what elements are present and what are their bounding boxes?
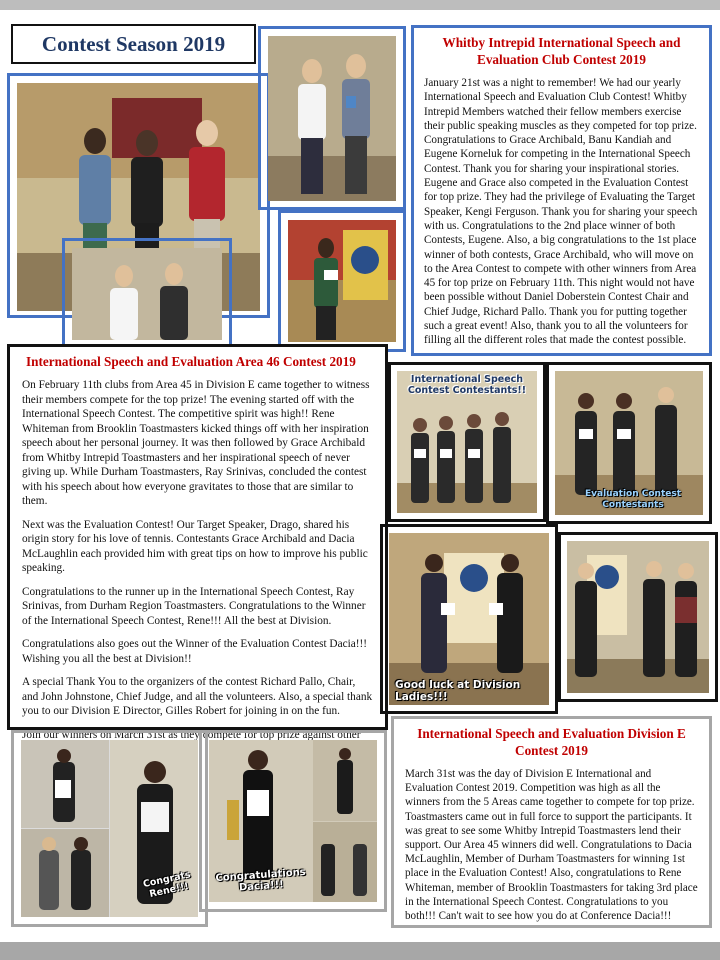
photo-congrats-dacia xyxy=(209,740,377,902)
photo-two-men xyxy=(72,248,222,340)
photo-frame-club-duo xyxy=(258,26,406,210)
area-contest-paragraph-2: Next was the Evaluation Contest! Our Target Speaker, Drago, shared his origin story for his love of tennis. Contestants Grace Archibald and Dacia McLaughlin each provided him with great tips on how to improve his public speaking. xyxy=(22,518,368,574)
caption-evaluation-contestants: Evaluation Contest Contestants xyxy=(584,489,682,510)
photo-congrats-rene xyxy=(21,740,198,917)
photo-evaluation-contestants xyxy=(555,371,703,515)
area-contest-paragraph-1: On February 11th clubs from Area 45 in Division E came together to witness their members compete for the top prize! The evening started off with the International Speech Contest. The competitive spirit was high!! Rene Whiteman from Brooklin Toastmasters kicked things off with her inspiration speech about her personal journey. It was then followed by Grace Archibald from Whitby Intrepid Toastmasters and her inspirational speech of never giving up. While Durham Toastmasters, Ray Srinivas, concluded the contest with his speech about how everyone gravitates to those that are similar to them. xyxy=(22,379,370,507)
photo-frame-good-luck xyxy=(380,524,558,714)
area-contest-paragraph-6: Join our winners on March 31st as they compete for top prize against other xyxy=(22,728,361,741)
photo-frame-woman-banner xyxy=(278,210,406,352)
bottom-bar xyxy=(0,942,720,960)
caption-congrats-rene: Congrats Rene!!! xyxy=(142,869,192,900)
photo-frame-congrats-dacia xyxy=(199,730,387,912)
caption-good-luck: Good luck at Division Ladies!!! xyxy=(395,679,521,703)
photo-club-duo xyxy=(268,36,396,201)
caption-congrats-dacia: Congratulations Dacia!!! xyxy=(215,866,307,894)
page-title: Contest Season 2019 xyxy=(41,31,226,56)
photo-frame-congrats-rene xyxy=(11,730,208,927)
photo-frame-division-group xyxy=(558,532,718,702)
division-contest-paragraph: March 31st was the day of Division E International and Evaluation Contest 2019. Competition was high as all the winners from the 5 Areas came together to compete for top prize. Toastmasters came out in full force to support the participants. It was great to see some Whitby Intrepid Toastmasters lend their support. Our Area 45 winners did well. Congratulations to Dacia McLaughlin, Member of Durham Toastmasters for winning 1st place in the Evaluation Contest! Also, congratulations to Rene Whiteman, member of Brooklin Toastmasters for taking 3rd place in the International Speech Contest. Congratulations to you both!!! Can't wait to see how you do at Conference Dacia!!! xyxy=(405,768,698,923)
photo-frame-speech-contestants xyxy=(388,362,546,522)
photo-good-luck xyxy=(389,533,549,705)
page-title-box xyxy=(11,24,256,64)
club-contest-paragraph: January 21st was a night to remember! We had our yearly International Speech and Evaluation Club Contest! Whitby Intrepid Members watched their fellow members exercise their public speaking muscles as they competed for top prize. Congratulations to Grace Archibald, Banu Kandiah and Eugene Korneluk for competing in the International Speech Contest. Thank you for sharing your inspirational stories. Eugene and Grace also competed in the Evaluation Contest for top prize. They had the privilege of Evaluating the Target Speaker, Kengi Ferguson. Thank you for sharing your speech with us. Congratulations to the 2nd place winner of both Contests, Eugene. Also, a big congratulations to the 1st place winner of both contests, Grace Archibald, who will move on to the Area Contest to compete with other winners from Area 45 for top prize on February 11th. This night would not have been possible without Daniel Doberstein Contest Chair and Chief Judge, Richard Pallo. Thank you for putting together such a great event! Also, thank you to all the volunteers for filling all the different roles that made the contest possible. xyxy=(424,77,698,347)
area-contest-paragraph-3: Congratulations to the runner up in the International Speech Contest, Ray Srinivas, from Durham Region Toastmasters. Congratulations to the Winner of the International Speech Contest, Rene!!! All the best at Division. xyxy=(22,585,366,627)
top-bar xyxy=(0,0,720,10)
area-contest-paragraph-5: A special Thank You to the organizers of the contest Richard Pallo, Chair, and John Johnstone, Chief Judge, and all the volunteers. Also, a special thank you to our Division E Director, Gilles Robert for joining in on the fun. xyxy=(22,676,373,717)
area-contest-heading: International Speech and Evaluation Area 46 Contest 2019 xyxy=(26,354,356,369)
club-contest-heading: Whitby Intrepid International Speech and Evaluation Club Contest 2019 xyxy=(442,35,681,67)
caption-speech-contestants: International Speech Contest Contestants!! xyxy=(407,374,527,396)
area-contest-article xyxy=(7,344,388,741)
club-contest-article xyxy=(411,25,712,356)
photo-frame-evaluation-contestants xyxy=(546,362,712,524)
photo-division-group xyxy=(567,541,709,693)
area-contest-paragraph-4: Congratulations also goes out the Winner of the Evaluation Contest Dacia!!! Wishing you all the best at Division!! xyxy=(22,638,368,665)
photo-frame-two-men xyxy=(62,238,232,350)
photo-speech-contestants xyxy=(397,371,537,513)
division-contest-article xyxy=(391,716,712,928)
division-contest-heading: International Speech and Evaluation Division E Contest 2019 xyxy=(417,726,686,758)
photo-woman-banner xyxy=(288,220,396,342)
